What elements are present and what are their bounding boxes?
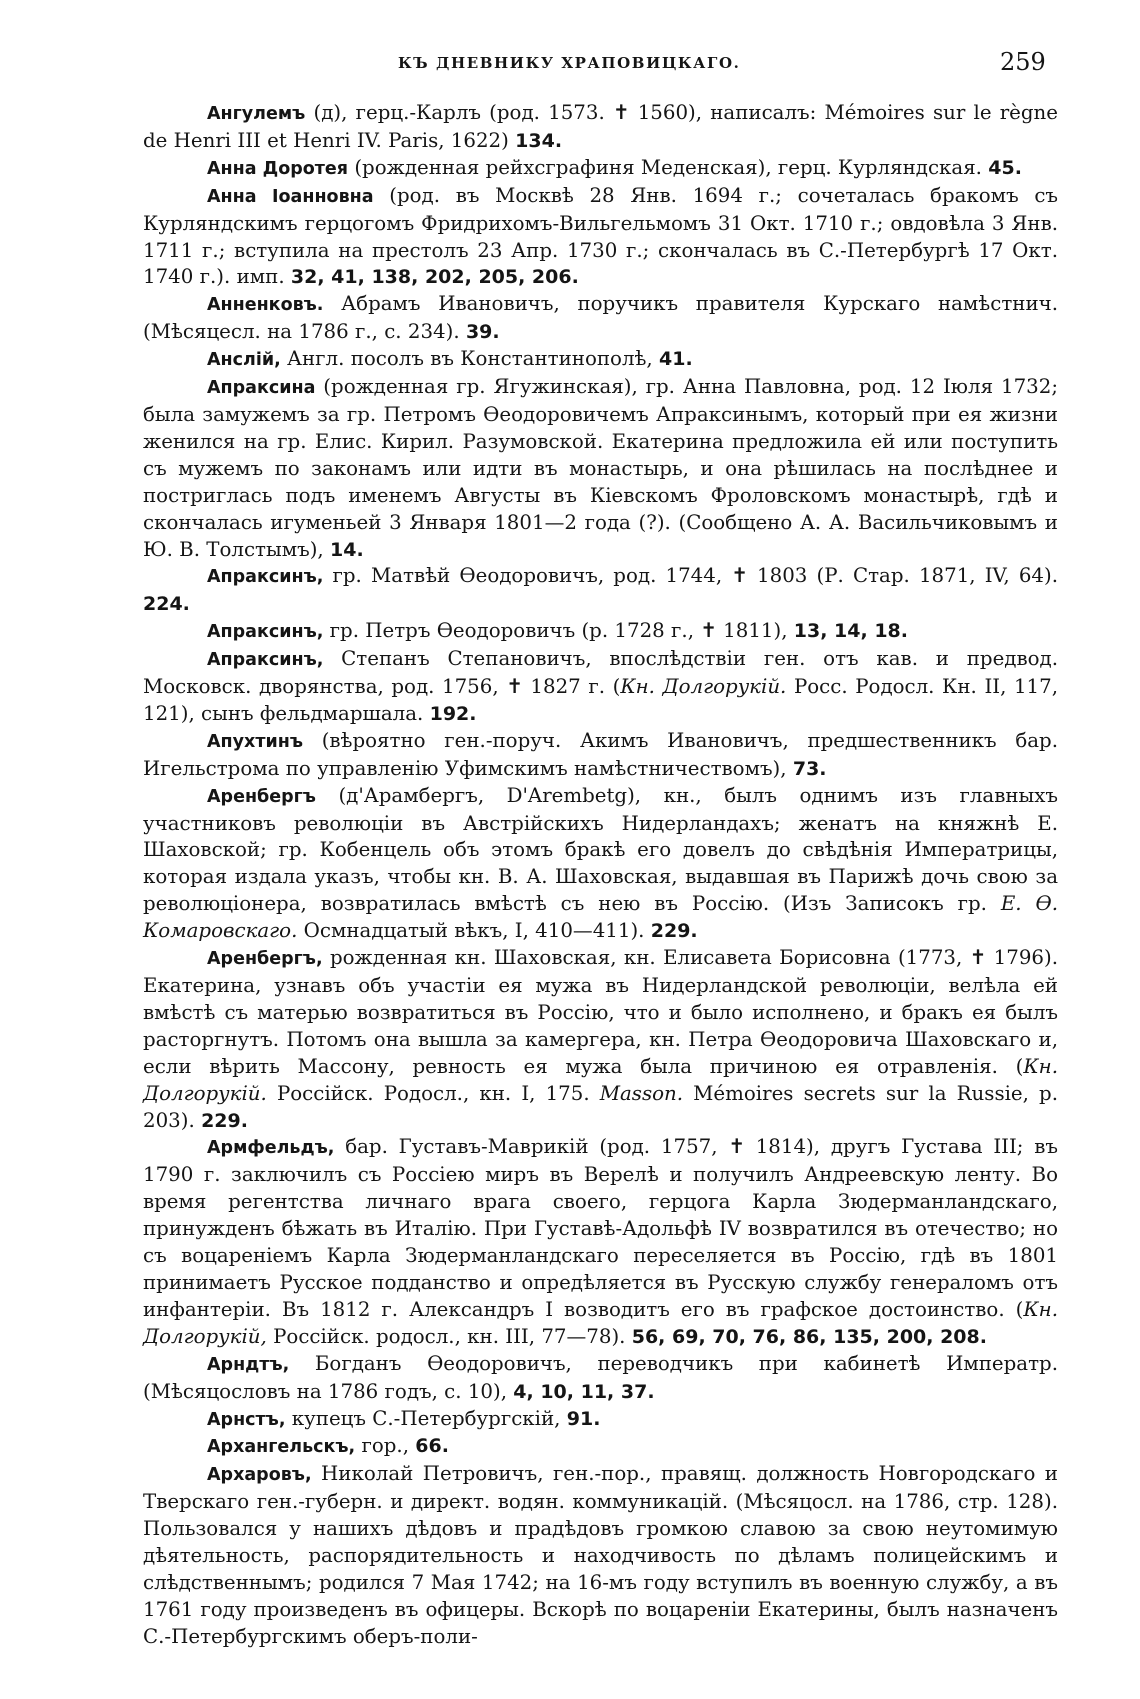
entry-text: гр. Петръ Ѳеодоровичъ (р. 1728 г., ✝ 1811),: [323, 619, 794, 643]
entry-text: гор.,: [355, 1434, 416, 1458]
entry-headword: Аренбергъ: [207, 786, 316, 807]
entry-text: рожденная кн. Шаховская, кн. Елисавета Борисовна (1773, ✝ 1796). Екатерина, узнавъ объ участіи ея мужа въ Нидерландской революціи, велѣла ей вмѣстѣ съ матерью возвратиться въ Россію, что и было исполнено, и бракъ ея былъ расторгнутъ. Потомъ она вышла за камергера, кн. Петра Ѳеодоровича Шаховскаго и, если вѣрить Массону, ревность ея мужа была причиною ея отравленія. (: [143, 946, 1058, 1078]
entry-source: Кн. Долгорукій.: [620, 675, 787, 699]
index-entry: [143, 728, 1058, 783]
entry-text: Степанъ Степановичъ, впослѣдствіи ген. отъ кав. и предвод. Московск. дворянства, род. 1756, ✝ 1827 г. (: [143, 647, 1058, 699]
entry-text: Абрамъ Ивановичъ, поручикъ правителя Курскаго намѣстнич. (Мѣсяцесл. на 1786 г., с. 234).: [143, 292, 1058, 344]
entry-text: Богданъ Ѳеодоровичъ, переводчикъ при кабинетѣ Императр. (Мѣсяцословъ на 1786 годъ, с. 10),: [143, 1351, 1058, 1403]
entry-text: Осмнадцатый вѣкъ, I, 410—411).: [297, 919, 651, 943]
entry-page-refs: 73.: [792, 757, 827, 780]
entry-text: Росс. Родосл. Кн. II, 117, 121), сынъ фельдмаршала.: [143, 675, 1058, 725]
entry-headword: Апраксинъ,: [207, 622, 324, 643]
entry-page-refs: 66.: [415, 1435, 449, 1458]
entry-page-refs: 45.: [988, 156, 1022, 179]
index-entry: [143, 155, 1058, 183]
entry-text: Николай Петровичъ, ген.-пор., правящ. должность Новгородскаго и Тверскаго ген.-губерн. и директ. водян. коммуникацій. (Мѣсяцосл. на 1786, стр. 128). Пользовался у нашихъ дѣдовъ и прадѣдовъ громкою славою за свою неутомимую дѣятельность, распорядительность и находчивость по дѣламъ полицейскимъ и слѣдственнымъ; родился 7 Мая 1742; на 16-мъ году вступилъ въ военную службу, а въ 1761 году произведенъ въ офицеры. Вскорѣ по воцареніи Екатерины, былъ назначенъ С.-Петербургскимъ оберъ-поли-: [143, 1462, 1058, 1648]
index-entry: [143, 374, 1058, 563]
entry-page-refs: 134.: [515, 129, 563, 152]
index-entries: [143, 100, 1058, 1651]
entry-headword: Анслій,: [207, 350, 281, 371]
entry-text: бар. Густавъ-Маврикій (род. 1757, ✝ 1814), другъ Густава III; въ 1790 г. заключилъ съ Россіею миръ въ Верелѣ и получилъ Андреевскую ленту. Во время регентства личнаго врага своего, герцога Карла Зюдерманландскаго, принужденъ бѣжать въ Италію. При Густавѣ-Адольфѣ IV возвратился въ отечество; но съ воцареніемъ Карла Зюдерманландскаго переселяется въ Россію, гдѣ въ 1801 принимаетъ Русское подданство и опредѣляется въ Русскую службу генераломъ отъ инфантеріи. Въ 1812 г. Александръ I возводитъ его въ графское достоинство. (: [143, 1135, 1058, 1321]
entry-text: (рожденная гр. Ягужинская), гр. Анна Павловна, род. 12 Іюля 1732; была замужемъ за гр. Петромъ Ѳеодоровичемъ Апраксинымъ, который при ея жизни женился на гр. Елис. Кирил. Разумовской. Екатерина предложила ей или поступить съ мужемъ по законамъ или идти въ монастырь, и она рѣшилась на послѣднее и постриглась подъ именемъ Августы въ Кіевскомъ Фроловскомъ монастырѣ, гдѣ и скончалась игуменьей 3 Января 1801—2 года (?). (Сообщено А. А. Васильчиковымъ и Ю. В. Толстымъ),: [143, 375, 1058, 561]
entry-page-refs: 224.: [143, 593, 190, 616]
index-entry: [143, 646, 1058, 728]
entry-headword: Арндтъ,: [207, 1354, 290, 1375]
entry-text: Mémoires secrets sur la Russie, p. 203).: [143, 1081, 1058, 1132]
entry-text: гр. Матвѣй Ѳеодоровичъ, род. 1744, ✝ 1803 (Р. Стар. 1871, IV, 64).: [323, 564, 1058, 588]
entry-text: (д'Арамбергъ, D'Arembetg), кн., былъ однимъ изъ главныхъ участниковъ революціи въ Австрійскихъ Нидерландахъ; женатъ на княжнѣ Е. Шаховской; гр. Кобенцель объ этомъ бракѣ его довелъ до свѣдѣнія Императрицы, которая издала указъ, чтобы кн. В. А. Шаховская, выдавшая въ Парижѣ дочь свою за революціонера, возвратилась вмѣстѣ съ нею въ Россію. (Изъ Записокъ гр.: [143, 783, 1058, 916]
entry-headword: Аренбергъ,: [207, 949, 323, 970]
running-title: КЪ ДНЕВНИКУ ХРАПОВИЦКАГО.: [398, 54, 741, 72]
entry-text: (вѣроятно ген.-поруч. Акимъ Ивановичъ, предшественникъ бар. Игельстрома по управленію Уфимскимъ намѣстничествомъ),: [143, 728, 1058, 780]
entry-page-refs: 91.: [566, 1407, 601, 1430]
entry-source: Е. Ѳ. Комаровскаго.: [143, 892, 1058, 943]
entry-text: (рожденная рейхсграфиня Меденская), герц. Курляндская.: [348, 155, 989, 179]
entry-headword: Анненковъ.: [207, 295, 324, 316]
entry-headword: Арнстъ,: [207, 1409, 286, 1430]
entry-page-refs: 229.: [201, 1109, 248, 1132]
index-entry: [143, 1351, 1058, 1406]
entry-headword: Апраксинъ,: [207, 650, 324, 671]
index-entry: [143, 1406, 1058, 1434]
entry-text: (д), герц.-Карлъ (род. 1573. ✝ 1560), написалъ: Mémoires sur le règne de Henri III et Henri IV. Paris, 1622): [143, 101, 1058, 152]
entry-headword: Архангельскъ,: [207, 1437, 356, 1458]
entry-headword: Апраксина: [207, 378, 316, 399]
entry-page-refs: 39.: [465, 321, 500, 344]
entry-page-refs: 13, 14, 18.: [793, 620, 908, 643]
entry-text: Россійск. родосл., кн. III, 77—78).: [266, 1324, 632, 1348]
entry-headword: Анна Доротея: [207, 158, 349, 179]
entry-page-refs: 56, 69, 70, 76, 86, 135, 200, 208.: [631, 1325, 987, 1348]
entry-source: Masson.: [599, 1081, 684, 1105]
entry-headword: Ангулемъ: [207, 104, 306, 124]
entry-headword: Апраксинъ,: [207, 567, 324, 588]
page-number: 259: [1000, 48, 1046, 76]
entry-page-refs: 14.: [330, 538, 364, 561]
entry-headword: Архаровъ,: [207, 1465, 312, 1486]
entry-page-refs: 32, 41, 138, 202, 205, 206.: [290, 266, 579, 289]
index-entry: [143, 1433, 1058, 1461]
index-entry: [143, 1134, 1058, 1350]
entry-page-refs: 4, 10, 11, 37.: [513, 1380, 655, 1403]
entry-text: купецъ С.-Петербургскій,: [285, 1406, 567, 1430]
entry-page-refs: 41.: [659, 348, 693, 371]
index-entry: [143, 783, 1058, 945]
index-entry: [143, 1461, 1058, 1650]
index-entry: [143, 100, 1058, 155]
entry-text: Англ. посолъ въ Константинополѣ,: [280, 347, 660, 371]
entry-source: Кн. Долгорукій.: [143, 1054, 1058, 1105]
entry-headword: Армфельдъ,: [207, 1138, 335, 1159]
index-entry: [143, 291, 1058, 346]
index-entry: [143, 945, 1058, 1134]
entry-source: Кн. Долгорукій,: [143, 1297, 1058, 1348]
index-entry: [143, 563, 1058, 618]
index-entry: [143, 618, 1058, 646]
entry-headword: Апухтинъ: [207, 731, 303, 752]
index-entry: [143, 183, 1058, 292]
entry-headword: Анна Іоанновна: [207, 186, 374, 207]
entry-page-refs: 192.: [429, 702, 477, 725]
entry-page-refs: 229.: [650, 920, 698, 943]
entry-text: (род. въ Москвѣ 28 Янв. 1694 г.; сочеталась бракомъ съ Курляндскимъ герцогомъ Фридрихомъ-Вильгельмомъ 31 Окт. 1710 г.; овдовѣла 3 Янв. 1711 г.; вступила на престолъ 23 Апр. 1730 г.; скончалась въ С.-Петербургѣ 17 Окт. 1740 г.). имп.: [143, 183, 1059, 289]
index-entry: [143, 346, 1058, 374]
entry-text: Россійск. Родосл., кн. I, 175.: [266, 1081, 600, 1105]
